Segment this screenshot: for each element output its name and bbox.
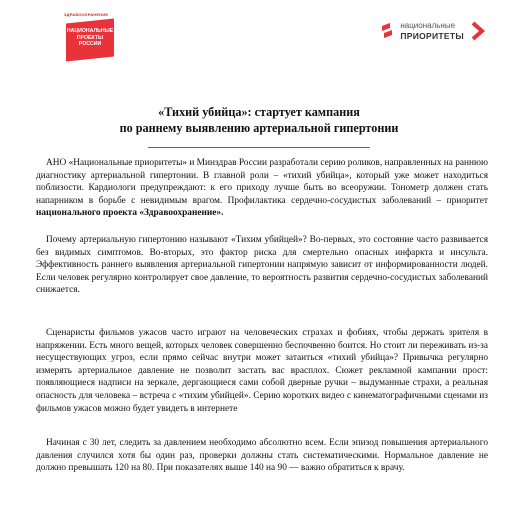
paragraph-1-bold: национального проекта «Здравоохранение». [36,208,224,219]
priorities-line-2: ПРИОРИТЕТЫ [400,31,464,41]
paragraph-1 [36,157,488,220]
priorities-mark-icon [380,22,396,40]
logo-category: ЗДРАВООХРАНЕНИЕ [64,12,109,17]
priorities-line-1: национальные [400,21,456,30]
chevron-right-icon [470,21,486,41]
logo-line-3: РОССИИ [78,41,102,47]
logo-box [66,18,114,61]
paragraph-4: Начиная с 30 лет, следить за давлением необходимо абсолютно всем. Если эпизод повышения артериального давления случился хотя бы один раз, проверки должны стать систематическими. Нормальное давление не должно превышать 120 на 80. При показателях выше 140 на 90 — важно обратиться к врачу. [36,438,488,474]
paragraph-2: Почему артериальную гипертонию называют «Тихим убийцей»? Во-первых, это состояние часто развивается без видимых симптомов. Во-вторых, это фактор риска для смертельно опасных инфаркта и инсульта. Эффективность раннего выявления артериальной гипертонии напрямую зависит от информированности людей. Если человек регулярно контролирует свое давление, то вероятность развития сердечно-сосудистых заболеваний снижается. [36,235,488,296]
paragraph-1-text: АНО «Национальные приоритеты» и Минздрав России разработали серию роликов, направленных на раннюю диагностику артериальной гипертонии. В главной роли – «тихий убийца», который уже может находиться поблизости. Кардиологи предупреждают: к его приходу лучше быть во всеоружии. Тонометр должен стать напарником в борьбе с невидимым врагом. Профилактика сердечно-сосудистых заболеваний – приоритет [36,158,488,206]
title-line-1: «Тихий убийца»: стартует кампания [158,105,360,119]
logo-line-2: ПРОЕКТЫ [76,34,104,41]
title-line-2: по раннему выявлению артериальной гипертонии [119,121,399,135]
paragraph-3: Сценаристы фильмов ужасов часто играют на человеческих страхах и фобиях, чтобы держать зрителя в напряжении. Есть много вещей, которых человек совершенно беспочвенно боится. Но стоит ли переживать из-за несуществующих угроз, если прямо сейчас внутри может затаиться «тихий убийца»? Привычка регулярно измерять артериальное давление не позволит застать вас врасплох. Сюжет рекламной кампании прост: появляющиеся надписи на зеркале, дергающиеся сами собой дверные ручки – выдуманные страхи, а реальная опасность для человека – встреча с «тихим убийцей». Серию коротких видео с кинематографичными сценами из фильмов ужасов можно будет увидеть в интернете [36,328,488,414]
logo-line-1: НАЦИОНАЛЬНЫЕ [66,28,114,34]
national-priorities-logo [380,16,486,46]
national-projects-logo [62,10,124,64]
title-divider [148,147,370,148]
page-title [40,104,478,136]
